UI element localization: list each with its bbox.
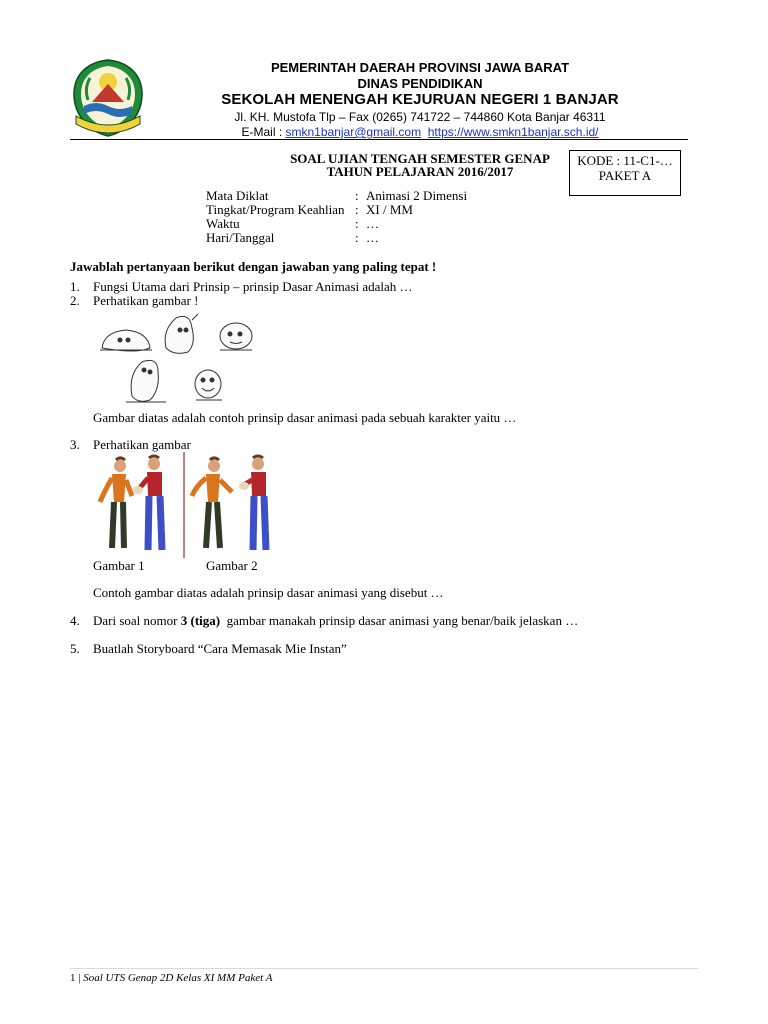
footer-divider bbox=[70, 968, 698, 969]
page-number: 1 bbox=[70, 972, 76, 984]
sketch-round bbox=[220, 323, 252, 350]
character-illustration bbox=[92, 452, 282, 558]
email-label: E-Mail : bbox=[241, 125, 286, 139]
meta-label: Waktu bbox=[206, 216, 240, 231]
meta-colon: : bbox=[355, 188, 359, 203]
question-text: Perhatikan gambar ! bbox=[93, 293, 199, 308]
question-number: 1. bbox=[70, 279, 80, 294]
caption-gambar-2: Gambar 2 bbox=[206, 558, 258, 573]
question-number: 2. bbox=[70, 293, 80, 308]
squash-stretch-illustration bbox=[96, 310, 266, 406]
meta-label: Mata Diklat bbox=[206, 188, 269, 203]
sketch-stretched-up bbox=[165, 314, 198, 353]
meta-colon: : bbox=[355, 202, 359, 217]
question-text: Perhatikan gambar bbox=[93, 437, 191, 452]
paket-label: PAKET A bbox=[598, 168, 652, 183]
footer-text: Soal UTS Genap 2D Kelas XI MM Paket A bbox=[83, 972, 273, 984]
header-government: PEMERINTAH DAERAH PROVINSI JAWA BARAT bbox=[270, 60, 570, 75]
sketch-tilted bbox=[126, 360, 166, 402]
header-school-name: SEKOLAH MENENGAH KEJURUAN NEGERI 1 BANJAR bbox=[221, 91, 619, 108]
header-department: DINAS PENDIDIKAN bbox=[357, 76, 483, 91]
question-text-post: gambar manakah prinsip dasar animasi yang benar/baik jelaskan … bbox=[220, 613, 579, 628]
meta-label: Hari/Tanggal bbox=[206, 230, 275, 245]
page-footer bbox=[70, 972, 272, 984]
exam-title: SOAL UJIAN TENGAH SEMESTER GENAP bbox=[290, 151, 550, 166]
header-address: Jl. KH. Mustofa Tlp – Fax (0265) 741722 – 744860 Kota Banjar 46311 bbox=[234, 110, 606, 124]
question-text-bold: 3 (tiga) bbox=[180, 613, 221, 628]
question-text: Buatlah Storyboard “Cara Memasak Mie Instan” bbox=[93, 641, 347, 656]
meta-label: Tingkat/Program Keahlian bbox=[206, 202, 345, 217]
meta-value: Animasi 2 Dimensi bbox=[366, 188, 468, 203]
question-2-followup: Gambar diatas adalah contoh prinsip dasar animasi pada sebuah karakter yaitu … bbox=[93, 410, 517, 425]
meta-value: … bbox=[366, 230, 379, 245]
question-number: 4. bbox=[70, 613, 80, 628]
meta-value: … bbox=[366, 216, 379, 231]
figure-orange-2 bbox=[192, 458, 232, 548]
sketch-squashed bbox=[100, 330, 152, 351]
question-text bbox=[93, 613, 578, 629]
kode-label: KODE : 11-C1-… bbox=[577, 153, 673, 168]
meta-colon: : bbox=[355, 216, 359, 231]
meta-colon: : bbox=[355, 230, 359, 245]
email-link[interactable]: smkn1banjar@gmail.com bbox=[285, 125, 422, 139]
exam-year: TAHUN PELAJARAN 2016/2017 bbox=[326, 164, 514, 179]
sketch-happy bbox=[195, 370, 222, 400]
question-text: Fungsi Utama dari Prinsip – prinsip Dasar Animasi adalah … bbox=[93, 279, 413, 294]
header-contact bbox=[200, 125, 640, 139]
school-logo bbox=[70, 58, 146, 138]
figure-red-2 bbox=[239, 456, 266, 550]
question-3-followup: Contoh gambar diatas adalah prinsip dasar animasi yang disebut … bbox=[93, 585, 444, 600]
instruction: Jawablah pertanyaan berikut dengan jawaban yang paling tepat ! bbox=[70, 259, 437, 274]
footer-separator: | bbox=[75, 972, 84, 984]
question-text-pre: Dari soal nomor bbox=[93, 613, 181, 628]
kode-box bbox=[569, 150, 681, 196]
header-divider bbox=[70, 139, 688, 140]
figure-orange-1 bbox=[100, 458, 132, 548]
caption-gambar-1: Gambar 1 bbox=[93, 558, 145, 573]
website-link[interactable]: https://www.smkn1banjar.sch.id/ bbox=[427, 125, 599, 139]
question-number: 5. bbox=[70, 641, 80, 656]
figure-red-1 bbox=[133, 456, 162, 550]
question-number: 3. bbox=[70, 437, 80, 452]
meta-value: XI / MM bbox=[366, 202, 413, 217]
